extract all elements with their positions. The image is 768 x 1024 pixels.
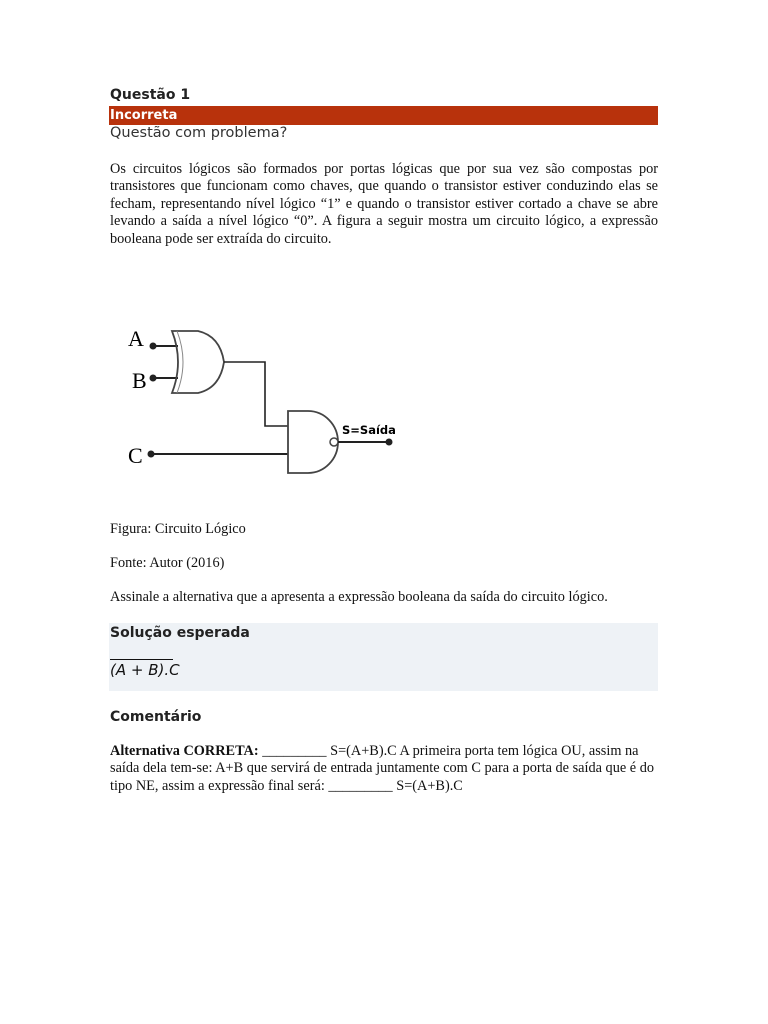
solution-panel [109,623,658,691]
comment-title: Comentário [110,709,202,725]
comment-text [110,743,658,795]
comment-label: Alternativa CORRETA: [110,743,259,759]
solution-overline [110,659,173,660]
nand-bubble [330,438,338,446]
figure-source: Fonte: Autor (2016) [110,555,225,571]
figure-caption: Figura: Circuito Lógico [110,521,246,537]
question-prompt: Assinale a alternativa que a apresenta a expressão booleana da saída do circuito lógico. [110,589,608,605]
question-text: Os circuitos lógicos são formados por portas lógicas que por sua vez são compostas por transistores que funcionam como chaves, que quando o transistor estiver conduzindo elas se fecham, representando nível lógico “1” e quando o transistor estiver cortado a chave se abre levando a saída a nível lógico “0”. A figura a seguir mostra um circuito lógico, a expressão booleana pode ser extraída do circuito. [110,161,658,247]
status-badge: Incorreta [109,106,658,125]
output-terminal [386,439,393,446]
question-number: Questão 1 [110,87,191,103]
input-a-label: A [128,326,144,351]
solution-expression: (A + B).C [110,661,180,679]
comment-explanation: _________ S=(A+B).C A primeira porta tem lógica OU, assim na saída dela tem-se: A+B que servirá de entrada juntamente com C para a porta de saída que é do tipo NE, assim a expressão final será: _________ S=(A+B).C [110,743,654,794]
logic-circuit-figure [110,308,410,508]
question-subtitle[interactable]: Questão com problema? [110,125,288,141]
input-c-label: C [128,443,143,468]
solution-title: Solução esperada [110,625,250,641]
input-b-label: B [132,368,147,393]
output-label: S=Saída [342,423,396,437]
wire-or-to-nand [224,362,288,426]
